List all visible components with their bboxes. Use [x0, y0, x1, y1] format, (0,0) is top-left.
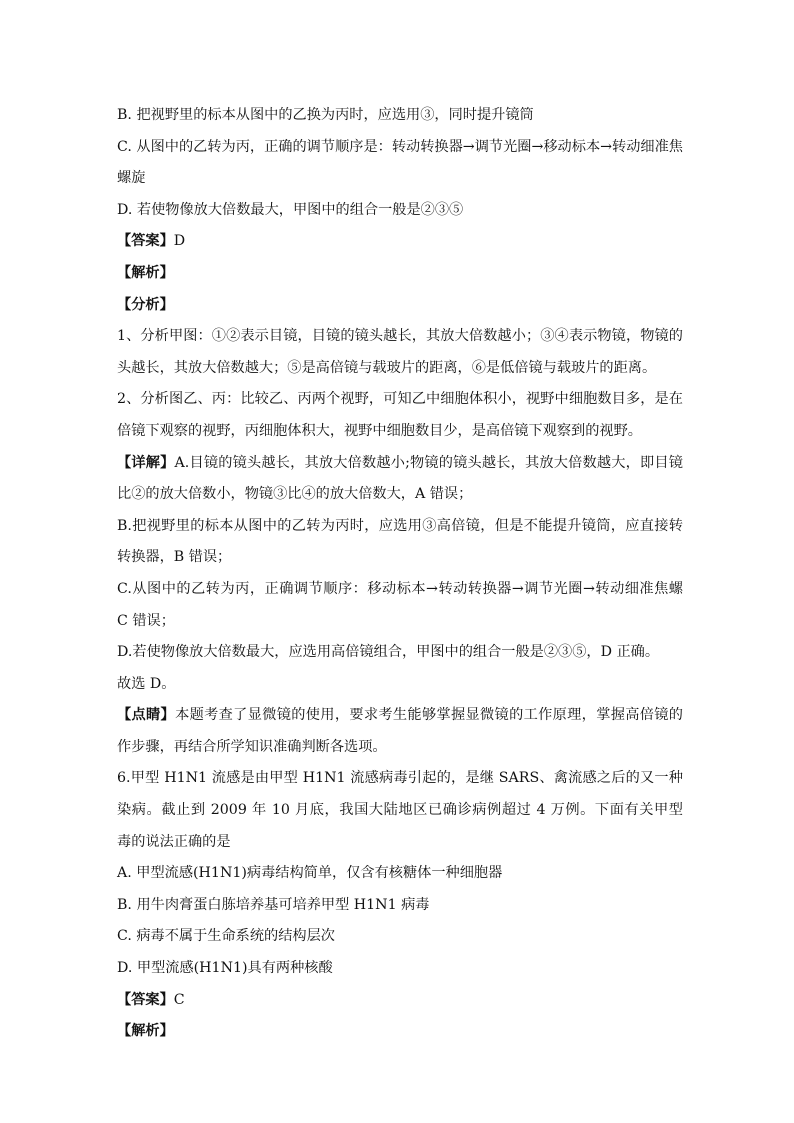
q5-fenxi-1-line2: 头越长，其放大倍数越大；⑤是高倍镜与载玻片的距离，⑥是低倍镜与载玻片的距离。: [117, 359, 657, 376]
q5-option-c-line1: C. 从图中的乙转为丙，正确的调节顺序是：转动转换器→调节光圈→移动标本→转动细准焦: [117, 138, 683, 155]
q5-detail-d: D.若使物像放大倍数最大，应选用高倍镜组合，甲图中的组合一般是②③⑤，D 正确。: [117, 644, 660, 661]
q6-option-a: A. 甲型流感(H1N1)病毒结构简单，仅含有核糖体一种细胞器: [117, 865, 503, 882]
detail-a-text: A.目镜的镜头越长，其放大倍数越小;物镜的镜头越长，其放大倍数越大，即目镜: [174, 454, 683, 471]
q5-answer: [117, 226, 683, 258]
q6-option-b: B. 用牛肉膏蛋白胨培养基可培养甲型 H1N1 病毒: [117, 896, 430, 913]
q5-fenxi-2-line2: 倍镜下观察的视野，丙细胞体积大，视野中细胞数目少，是高倍镜下观察到的视野。: [117, 422, 642, 439]
q5-choose: 故选 D。: [117, 675, 176, 692]
dianjing-tag: 【点睛】: [117, 707, 176, 724]
q5-detail-c-line1: C.从图中的乙转为丙，正确调节顺序：移动标本→转动转换器→调节光圈→转动细准焦螺: [117, 580, 683, 597]
q5-detail-a-line1: [117, 448, 683, 480]
q6-answer: [117, 985, 683, 1017]
dianjing-text: 本题考查了显微镜的使用，要求考生能够掌握显微镜的工作原理，掌握高倍镜的: [175, 707, 683, 724]
q6-stem-line1: 6.甲型 H1N1 流感是由甲型 H1N1 流感病毒引起的，是继 SARS、禽流感之后的又一种: [117, 770, 683, 787]
q5-analysis-tag: 【解析】: [117, 264, 174, 281]
q5-fenxi-1-line1: 1、分析甲图：①②表示目镜，目镜的镜头越长，其放大倍数越小；③④表示物镜，物镜的: [117, 328, 683, 345]
q6-stem-line2: 染病。截止到 2009 年 10 月底，我国大陆地区已确诊病例超过 4 万例。下面有关甲型: [117, 802, 683, 819]
q6-stem-line3: 毒的说法正确的是: [117, 833, 231, 850]
q5-option-b: B. 把视野里的标本从图中的乙换为丙时，应选用③，同时提升镜筒: [117, 107, 534, 123]
q5-option-c-line2: 螺旋: [117, 170, 146, 187]
q5-option-d: D. 若使物像放大倍数最大，甲图中的组合一般是②③⑤: [117, 201, 464, 218]
q6-analysis-tag: 【解析】: [117, 1023, 174, 1040]
q6-option-d: D. 甲型流感(H1N1)具有两种核酸: [117, 960, 333, 977]
q5-detail-c-line2: C 错误；: [117, 612, 175, 629]
q5-fenxi-2-line1: 2、分析图乙、丙：比较乙、丙两个视野，可知乙中细胞体积小，视野中细胞数目多，是在: [117, 391, 683, 408]
q5-detail-b-line1: B.把视野里的标本从图中的乙转为丙时，应选用③高倍镜，但是不能提升镜筒，应直接转: [117, 517, 683, 534]
q5-fenxi-tag: 【分析】: [117, 296, 174, 313]
answer-tag: 【答案】: [117, 991, 174, 1008]
q5-dianjing-line2: 作步骤，再结合所学知识准确判断各选项。: [117, 738, 387, 755]
page-content: [117, 100, 683, 1048]
answer-value: C: [173, 991, 185, 1008]
answer-tag: 【答案】: [117, 233, 174, 250]
q5-dianjing-line1: [117, 700, 683, 732]
answer-value: D: [173, 233, 186, 250]
q5-detail-b-line2: 转换器，B 错误；: [117, 549, 232, 566]
q6-option-c: C. 病毒不属于生命系统的结构层次: [117, 928, 335, 945]
detail-tag: 【详解】: [117, 454, 175, 471]
q5-detail-a-line2: 比②的放大倍数小，物镜③比④的放大倍数大，A 错误；: [117, 486, 473, 503]
